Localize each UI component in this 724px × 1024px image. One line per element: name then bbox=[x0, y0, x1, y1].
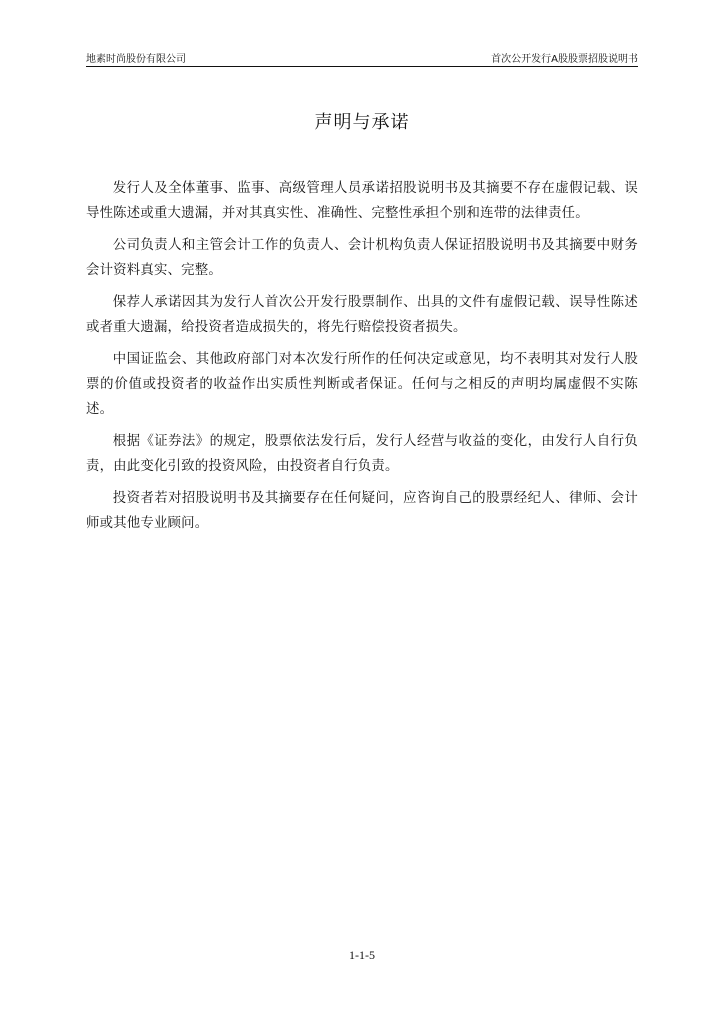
paragraph-financial-guarantee: 公司负责人和主管会计工作的负责人、会计机构负责人保证招股说明书及其摘要中财务会计资料真实、完整。 bbox=[86, 238, 638, 278]
paragraph-issuer-commitment: 发行人及全体董事、监事、高级管理人员承诺招股说明书及其摘要不存在虚假记载、误导性陈述或重大遗漏，并对其真实性、准确性、完整性承担个别和连带的法律责任。 bbox=[86, 181, 638, 221]
header-company-name: 地素时尚股份有限公司 bbox=[86, 54, 186, 65]
page-number: 1-1-5 bbox=[349, 948, 375, 962]
paragraph-investor-advice: 投资者若对招股说明书及其摘要存在任何疑问，应咨询自己的股票经纪人、律师、会计师或其他专业顾问。 bbox=[86, 491, 638, 531]
document-body bbox=[86, 176, 638, 543]
paragraph-regulator-disclaimer: 中国证监会、其他政府部门对本次发行所作的任何决定或意见，均不表明其对发行人股票的价值或投资者的收益作出实质性判断或者保证。任何与之相反的声明均属虚假不实陈述。 bbox=[86, 352, 638, 417]
header-document-title: 首次公开发行A股股票招股说明书 bbox=[491, 54, 638, 65]
paragraph-investment-risk: 根据《证券法》的规定，股票依法发行后，发行人经营与收益的变化，由发行人自行负责，由此变化引致的投资风险，由投资者自行负责。 bbox=[86, 434, 638, 474]
paragraph-sponsor-commitment: 保荐人承诺因其为发行人首次公开发行股票制作、出具的文件有虚假记载、误导性陈述或者重大遗漏，给投资者造成损失的，将先行赔偿投资者损失。 bbox=[86, 295, 638, 335]
page-title: 声明与承诺 bbox=[314, 112, 410, 134]
page-header bbox=[86, 53, 638, 67]
header-divider bbox=[86, 66, 638, 67]
